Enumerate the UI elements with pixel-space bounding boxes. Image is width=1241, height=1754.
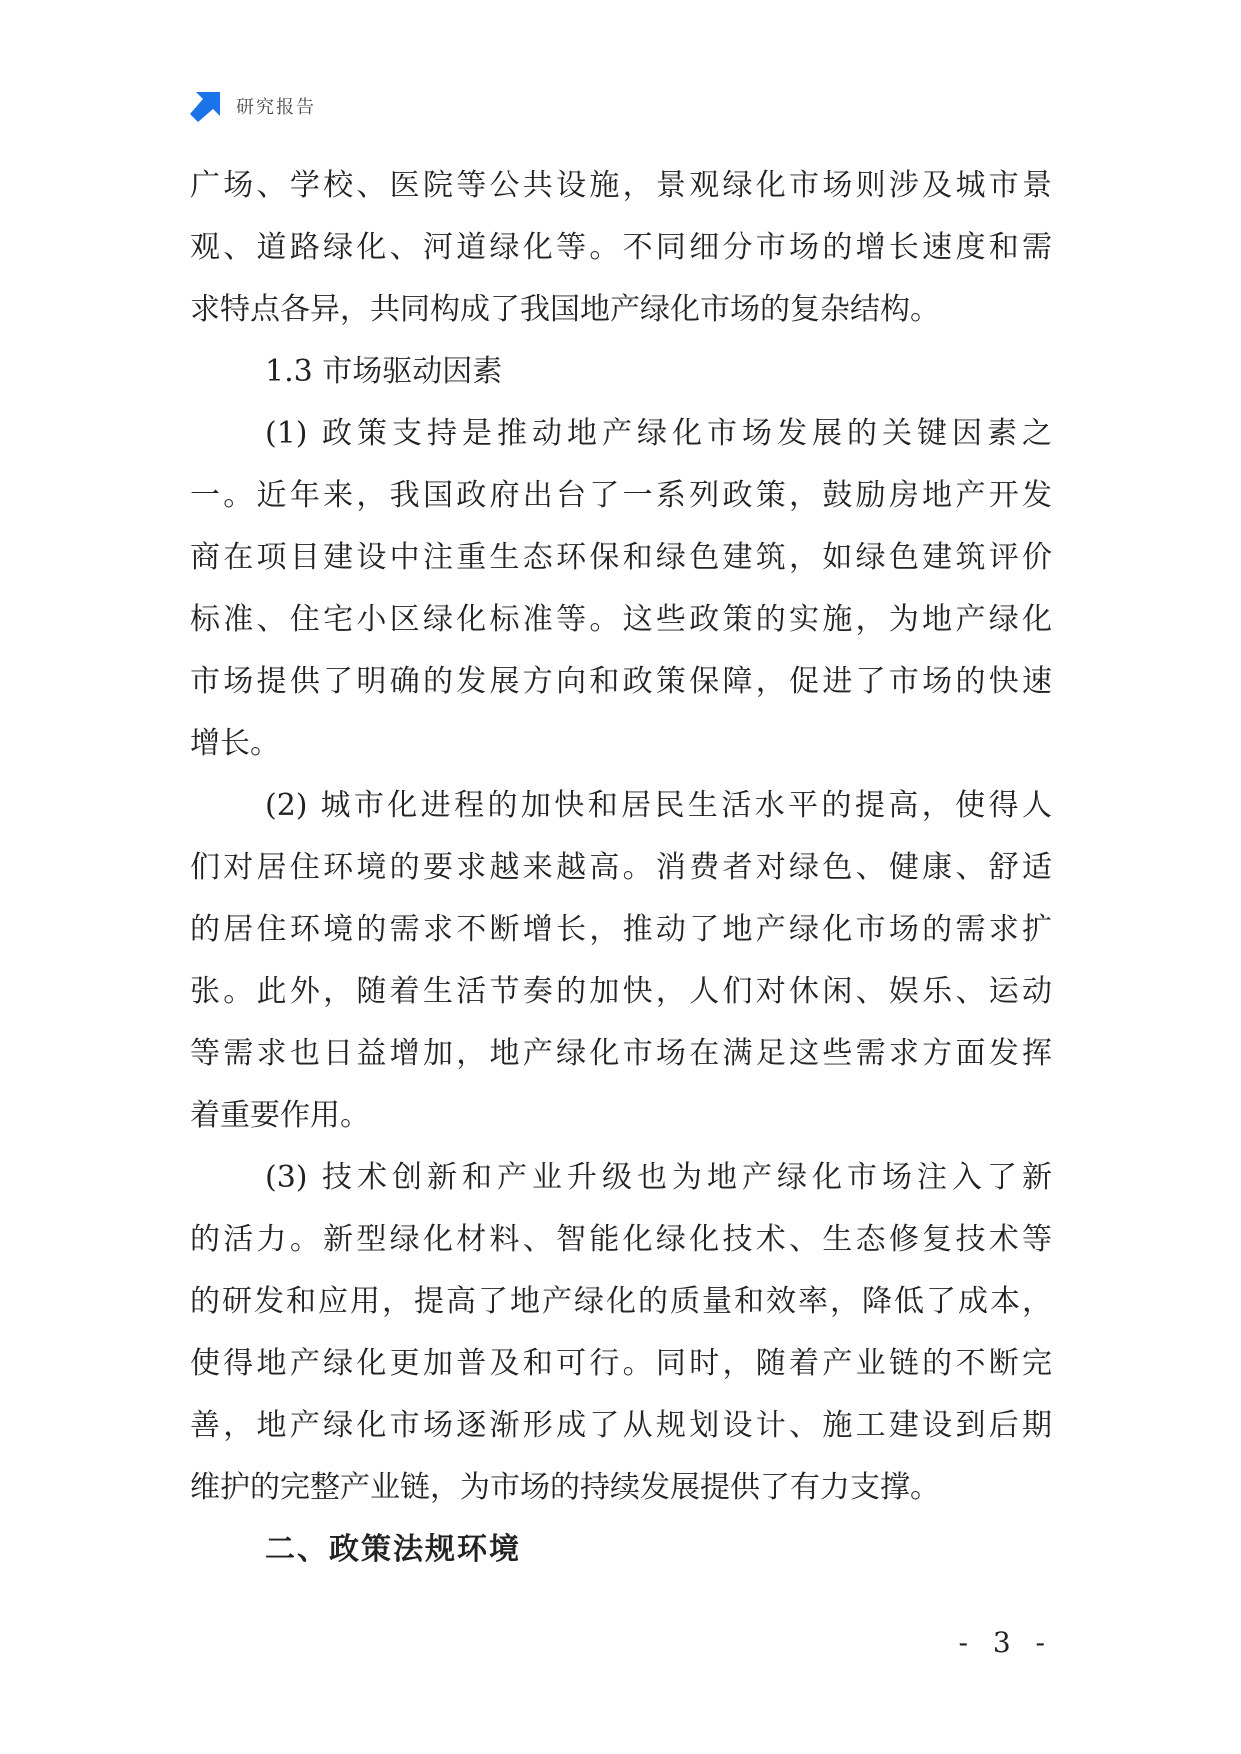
text-line: 观、道路绿化、河道绿化等。不同细分市场的增长速度和需 — [190, 230, 1052, 265]
text-line: 等需求也日益增加，地产绿化市场在满足这些需求方面发挥 — [190, 1036, 1052, 1071]
arrow-up-right-icon — [190, 90, 222, 122]
section-heading: 二、政策法规环境 — [265, 1532, 521, 1567]
text-line: 商在项目建设中注重生态环保和绿色建筑，如绿色建筑评价 — [190, 540, 1052, 575]
text-line: 着重要作用。 — [190, 1098, 370, 1133]
document-body — [190, 155, 1052, 1581]
text-line: 标准、住宅小区绿化标准等。这些政策的实施，为地产绿化 — [190, 602, 1052, 637]
page-header — [190, 90, 316, 122]
text-line: 一。近年来，我国政府出台了一系列政策，鼓励房地产开发 — [190, 478, 1052, 513]
header-title: 研究报告 — [236, 97, 316, 118]
text-line: 广场、学校、医院等公共设施，景观绿化市场则涉及城市景 — [190, 168, 1052, 203]
text-line: 善，地产绿化市场逐渐形成了从规划设计、施工建设到后期 — [190, 1408, 1052, 1443]
text-line: 增长。 — [190, 726, 280, 761]
text-line: 们对居住环境的要求越来越高。消费者对绿色、健康、舒适 — [190, 850, 1052, 885]
text-line: 张。此外，随着生活节奏的加快，人们对休闲、娱乐、运动 — [190, 974, 1052, 1009]
text-line: 市场提供了明确的发展方向和政策保障，促进了市场的快速 — [190, 664, 1052, 699]
page-number: - 3 - — [958, 1626, 1053, 1659]
text-line: 求特点各异，共同构成了我国地产绿化市场的复杂结构。 — [190, 292, 940, 327]
text-line: 的居住环境的需求不断增长，推动了地产绿化市场的需求扩 — [190, 912, 1052, 947]
text-line: 使得地产绿化更加普及和可行。同时，随着产业链的不断完 — [190, 1346, 1052, 1381]
text-line: 维护的完整产业链，为市场的持续发展提供了有力支撑。 — [190, 1470, 940, 1505]
text-line: (1) 政策支持是推动地产绿化市场发展的关键因素之 — [265, 416, 1052, 451]
text-line: (2) 城市化进程的加快和居民生活水平的提高，使得人 — [265, 788, 1052, 823]
text-line: 的研发和应用，提高了地产绿化的质量和效率，降低了成本， — [190, 1284, 1052, 1319]
subsection-heading: 1.3 市场驱动因素 — [265, 354, 503, 389]
text-line: (3) 技术创新和产业升级也为地产绿化市场注入了新 — [265, 1160, 1052, 1195]
text-line: 的活力。新型绿化材料、智能化绿化技术、生态修复技术等 — [190, 1222, 1052, 1257]
